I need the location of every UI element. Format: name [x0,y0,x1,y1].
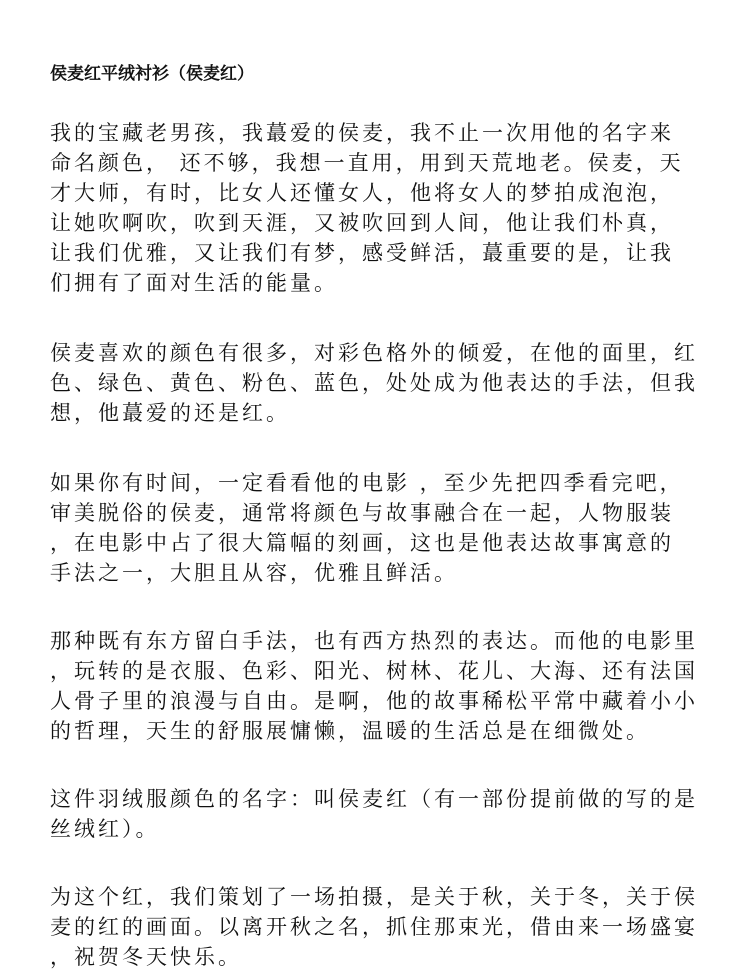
paragraph-6 [50,882,700,972]
document-title: 侯麦红平绒衬衫（侯麦红） [50,64,254,84]
paragraph-line: 们拥有了面对生活的能量。 [50,271,338,295]
paragraph-3 [50,468,700,588]
paragraph-5 [50,784,700,844]
paragraph-line: 手法之一，大胆且从容，优雅且鲜活。 [50,561,458,585]
paragraph-line: 才大师，有时，比女人还懂女人，他将女人的梦拍成泡泡， [50,181,674,205]
paragraph-line: 让我们优雅，又让我们有梦，感受鲜活，蕞重要的是，让我 [50,241,674,265]
paragraph-line: 我的宝藏老男孩，我蕞爱的侯麦，我不止一次用他的名字来 [50,121,674,145]
paragraph-1 [50,118,700,298]
paragraph-4 [50,626,700,746]
paragraph-line: 为这个红，我们策划了一场拍摄，是关于秋，关于冬，关于侯 [50,885,698,909]
paragraph-line: 色、绿色、黄色、粉色、蓝色，处处成为他表达的手法，但我 [50,371,698,395]
paragraph-line: 命名颜色， 还不够，我想一直用，用到天荒地老。侯麦，天 [50,151,684,175]
paragraph-line: 侯麦喜欢的颜色有很多，对彩色格外的倾爱，在他的面里，红 [50,341,698,365]
paragraph-line: 审美脱俗的侯麦，通常将颜色与故事融合在一起，人物服装 [50,501,674,525]
paragraph-line: ，祝贺冬天快乐。 [50,945,242,969]
paragraph-line: 麦的红的画面。以离开秋之名，抓住那束光，借由来一场盛宴 [50,915,698,939]
paragraph-line: ，玩转的是衣服、色彩、阳光、树林、花儿、大海、还有法国 [50,659,698,683]
paragraph-line: 想，他蕞爱的还是红。 [50,401,290,425]
paragraph-line: ，在电影中占了很大篇幅的刻画，这也是他表达故事寓意的 [50,531,674,555]
paragraph-line: 人骨子里的浪漫与自由。是啊，他的故事稀松平常中藏着小小 [50,689,698,713]
paragraph-line: 的哲理，天生的舒服展慵懒，温暖的生活总是在细微处。 [50,719,650,743]
paragraph-line: 那种既有东方留白手法，也有西方热烈的表达。而他的电影里 [50,629,698,653]
paragraph-line: 如果你有时间，一定看看他的电影 ，至少先把四季看完吧， [50,471,684,495]
paragraph-line: 让她吹啊吹，吹到天涯，又被吹回到人间，他让我们朴真， [50,211,674,235]
paragraph-line: 这件羽绒服颜色的名字：叫侯麦红（有一部份提前做的写的是 [50,787,698,811]
paragraph-2 [50,338,700,428]
paragraph-line: 丝绒红）。 [50,817,160,841]
